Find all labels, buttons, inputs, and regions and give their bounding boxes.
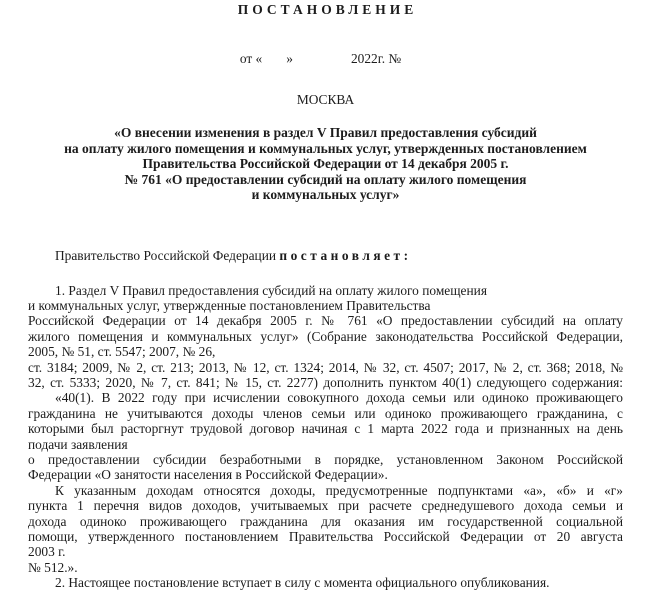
intro-line bbox=[28, 248, 623, 263]
date-line bbox=[23, 52, 618, 66]
doc-title-line: Правительства Российской Федерации от 14 декабря 2005 г. bbox=[142, 156, 509, 171]
body-line: 32, ст. 5333; 2020, № 7, ст. 841; № 15, ст. 2277) дополнить пунктом 40(1) следующего содержания: bbox=[28, 374, 623, 390]
body-line: и коммунальных услуг, утвержденные постановлением Правительства bbox=[28, 297, 431, 313]
body-line: Российской Федерации от 14 декабря 2005 г. № 761 «О предоставлении субсидий на оплату bbox=[28, 313, 623, 329]
intro-verb: постановляет: bbox=[279, 247, 412, 263]
body-line: подачи заявления bbox=[28, 436, 128, 452]
body-text bbox=[28, 283, 623, 591]
body-line: о предоставлении субсидии безработными в порядке, установленном Законом Российской bbox=[28, 451, 623, 467]
city-name: МОСКВА bbox=[296, 92, 355, 107]
body-line: дохода одиноко проживающего гражданина для оказания им государственной социальной bbox=[28, 513, 623, 529]
body-line: Федерации «О занятости населения в Российской Федерации». bbox=[28, 467, 388, 483]
body-line: помощи, утвержденного постановлением Правительства Российской Федерации от 20 августа bbox=[28, 529, 623, 544]
body-line: 1. Раздел V Правил предоставления субсидий на оплату жилого помещения bbox=[55, 282, 487, 298]
doc-type-heading: ПОСТАНОВЛЕНИЕ bbox=[237, 2, 418, 17]
date-close-quote: » bbox=[286, 51, 293, 66]
body-line: которыми был расторгнут трудовой договор начиная с 1 марта 2022 года и признанных на день bbox=[28, 421, 623, 437]
body-line: ст. 3184; 2009, № 2, ст. 213; 2013, № 12, ст. 1324; 2014, № 32, ст. 4507; 2017, № 2, ст. 368; 2018, № bbox=[28, 359, 623, 375]
doc-title bbox=[28, 125, 623, 203]
body-line: 2. Настоящее постановление вступает в силу с момента официального опубликования. bbox=[55, 575, 550, 591]
body-line: жилого помещения и коммунальных услуг» (Собрание законодательства Российской Федерации, bbox=[28, 328, 623, 344]
body-line: 2005, № 51, ст. 5547; 2007, № 26, bbox=[28, 344, 216, 360]
body-line: пункта 1 перечня видов доходов, учитываемых при расчете среднедушевого дохода семьи и bbox=[28, 498, 623, 514]
doc-title-line: № 761 «О предоставлении субсидий на оплату жилого помещения bbox=[124, 171, 527, 187]
body-line: № 512.». bbox=[28, 559, 78, 575]
doc-title-line: и коммунальных услуг» bbox=[251, 187, 400, 202]
date-year-number: 2022г. № bbox=[350, 51, 402, 66]
date-prefix: от « bbox=[239, 51, 263, 66]
intro-text: Правительство Российской Федерации bbox=[55, 247, 280, 263]
body-line: 2003 г. bbox=[28, 544, 66, 560]
body-line: «40(1). В 2022 году при исчислении совокупного дохода семьи или одиноко проживающего bbox=[55, 390, 623, 406]
body-line: гражданина не учитываются доходы членов семьи или одиноко проживающего гражданина, с bbox=[28, 405, 623, 421]
doc-title-line: на оплату жилого помещения и коммунальных услуг, утвержденных постановлением bbox=[64, 140, 587, 156]
doc-title-line: «О внесении изменения в раздел V Правил предоставления субсидий bbox=[114, 125, 537, 140]
body-line: К указанным доходам относятся доходы, предусмотренные подпунктами «а», «б» и «г» bbox=[55, 482, 623, 498]
